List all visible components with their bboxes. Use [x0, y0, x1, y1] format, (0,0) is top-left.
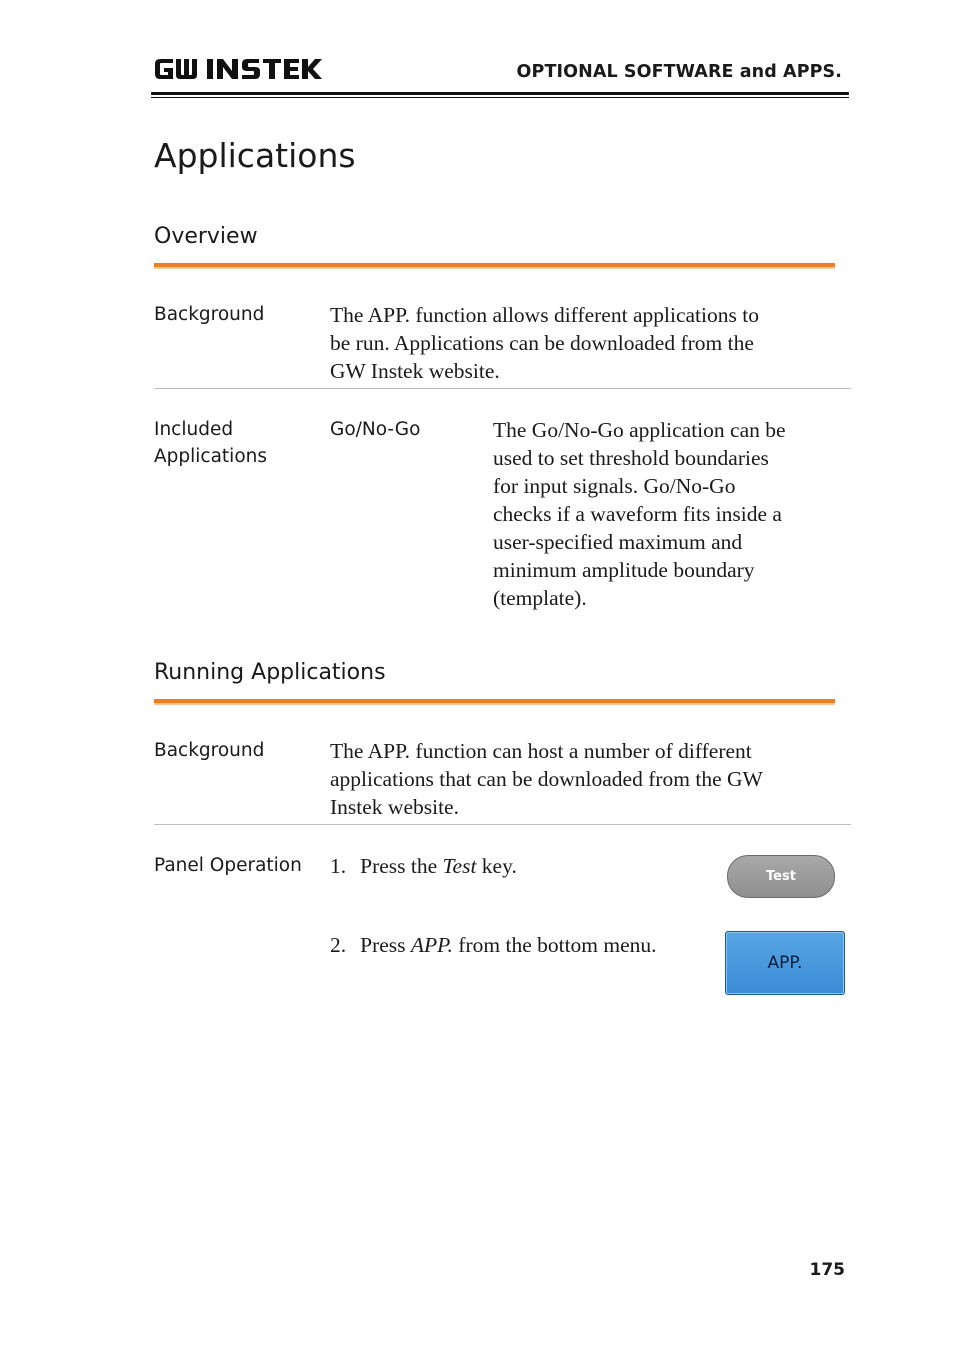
- text-line: used to set threshold boundaries: [493, 446, 769, 470]
- test-key-button[interactable]: Test: [727, 855, 835, 898]
- header-rule: [151, 92, 849, 95]
- label-line: Applications: [154, 446, 268, 467]
- text-line: checks if a waveform fits inside a: [493, 502, 782, 526]
- step-text: key.: [476, 854, 517, 878]
- section-heading-running-applications: Running Applications: [154, 660, 386, 685]
- text-line: The Go/No-Go application can be: [493, 418, 786, 442]
- text-line: Instek website.: [330, 795, 459, 819]
- text-line: GW Instek website.: [330, 359, 500, 383]
- step-number: 1.: [330, 854, 347, 878]
- step-2: [330, 931, 657, 959]
- text-line: user-specified maximum and: [493, 530, 743, 554]
- header-rule-thin: [151, 97, 849, 98]
- app-name-go-no-go: Go/No-Go: [330, 419, 421, 440]
- header-chapter-title: OPTIONAL SOFTWARE and APPS.: [516, 62, 842, 82]
- text-line: (template).: [493, 586, 587, 610]
- step-key-name: APP.: [410, 933, 453, 957]
- text-line: minimum amplitude boundary: [493, 558, 755, 582]
- section-heading-overview: Overview: [154, 224, 258, 249]
- step-1: [330, 852, 517, 880]
- row-label-panel-operation: Panel Operation: [154, 855, 302, 876]
- gw-instek-logo: [153, 55, 323, 83]
- app-description-go-no-go: [493, 416, 853, 612]
- text-line: applications that can be downloaded from the GW: [330, 767, 763, 791]
- step-text: from the bottom menu.: [452, 933, 657, 957]
- row-label-background: Background: [154, 740, 265, 761]
- step-number: 2.: [330, 933, 347, 957]
- overview-background-text: [330, 301, 850, 385]
- running-background-text: [330, 737, 850, 821]
- page-number: 175: [809, 1260, 845, 1280]
- row-label-background: Background: [154, 304, 265, 325]
- label-line: Included: [154, 419, 234, 440]
- section-rule-overview: [154, 263, 835, 267]
- section-rule-running: [154, 699, 835, 703]
- step-text: Press the: [360, 854, 443, 878]
- row-divider: [154, 388, 851, 389]
- text-line: The APP. function allows different applications to: [330, 303, 759, 327]
- row-divider: [154, 824, 851, 825]
- step-key-name: Test: [442, 854, 477, 878]
- row-label-included-applications: [154, 416, 267, 470]
- text-line: be run. Applications can be downloaded from the: [330, 331, 754, 355]
- text-line: for input signals. Go/No-Go: [493, 474, 736, 498]
- page-title: Applications: [154, 136, 356, 175]
- step-text: Press: [360, 933, 411, 957]
- text-line: The APP. function can host a number of different: [330, 739, 752, 763]
- app-menu-button[interactable]: APP.: [725, 931, 845, 995]
